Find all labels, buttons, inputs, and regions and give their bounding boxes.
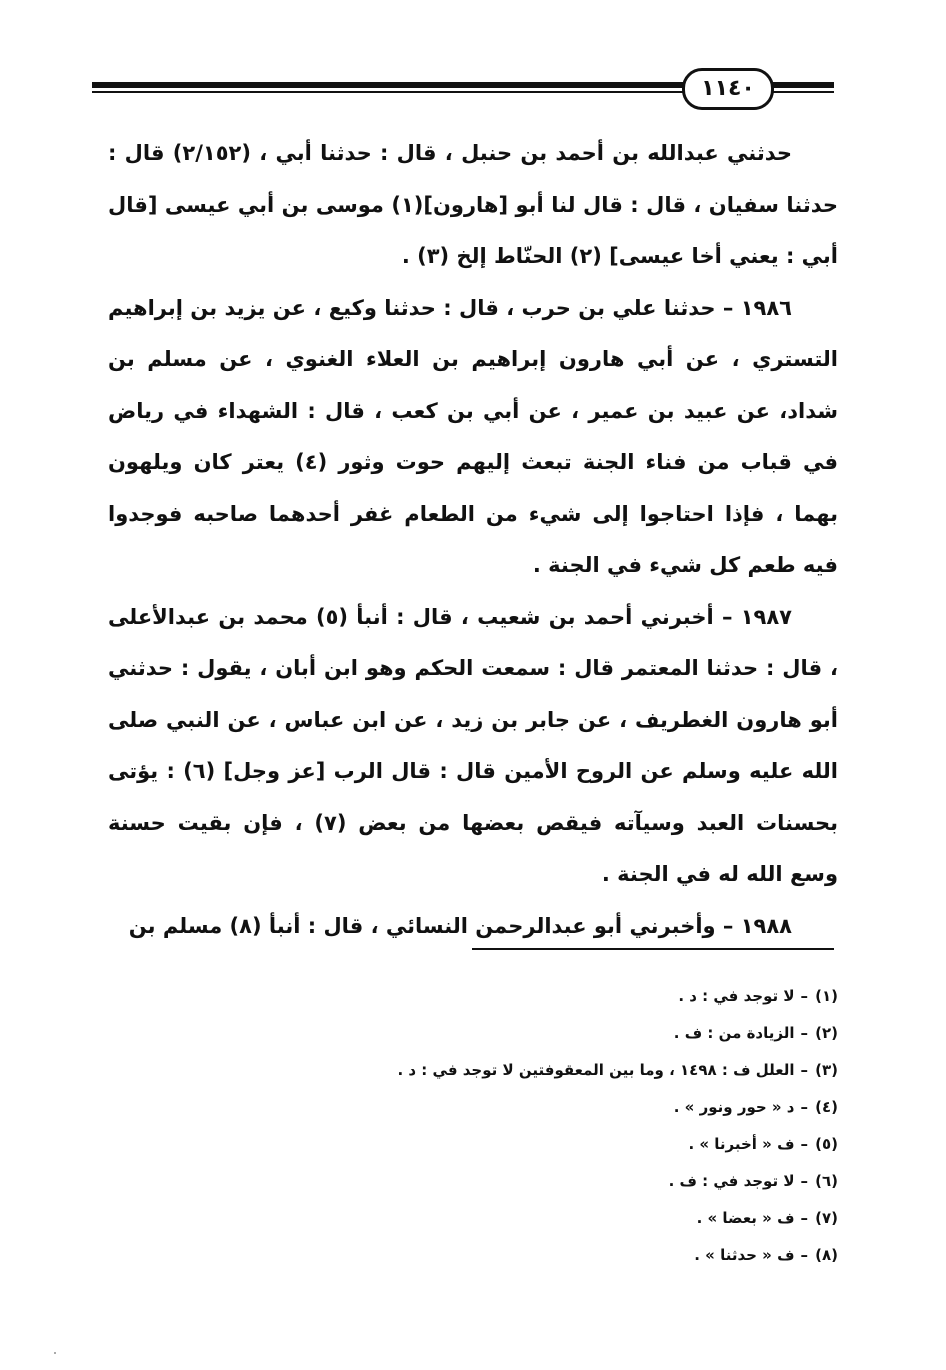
text-line: الجنة . (532, 553, 600, 577)
text-line: حدثنا سفيان ، قال : قال لنا أبو [هارون](١) موسى بن أبي عيسى [قال أبي : (108, 192, 838, 268)
paragraph-hadith-1986 (108, 283, 838, 592)
footnote-3 (338, 1052, 838, 1089)
footnote-2 (338, 1015, 838, 1052)
footnote-dash: – (800, 1209, 808, 1227)
footnote-dash: – (800, 1135, 808, 1153)
footnote-text: ف « بعضا » . (696, 1209, 795, 1227)
text-line: هارون الغطريف ، عن جابر بن زيد ، عن ابن عباس ، عن النبي صلى الله عليه (108, 707, 838, 783)
footnotes (338, 978, 838, 1274)
footnote-dash: – (800, 1024, 808, 1042)
footnote-text: العلل ف : ١٤٩٨ ، وما بين المعقوفتين لا توجد في : د . (397, 1061, 795, 1079)
text-line: ١٩٨٨ – وأخبرني أبو عبدالرحمن النسائي ، قال : أنبأ (٨) مسلم بن (128, 913, 792, 938)
text-line: ١٩٨٦ – حدثنا علي بن حرب ، قال : حدثنا وكيع ، عن يزيد بن إبراهيم (108, 295, 792, 320)
main-text (108, 128, 838, 952)
footnote-text: ف « أخبرنا » . (688, 1135, 795, 1153)
text-line: وسيآته فيقص بعضها من بعض (٧) ، فإن بقيت حسنة وسع الله له في الجنة . (108, 810, 838, 886)
footnote-text: ف « حدثنا » . (694, 1246, 795, 1264)
text-line: وسلم عن الروح الأمين قال : قال الرب [عز وجل] (٦) : يؤتى بحسنات العبد (108, 759, 838, 835)
footnote-dash: – (800, 1098, 808, 1116)
footnote-1 (338, 978, 838, 1015)
footnote-text: الزيادة من : ف . (673, 1024, 795, 1042)
footnote-number: (٣) (815, 1061, 838, 1079)
scan-speck (54, 1352, 56, 1354)
paragraph-hadith-1988 (108, 901, 838, 953)
text-line: التستري ، عن أبي هارون إبراهيم بن العلاء الغنوي ، عن مسلم بن شداد، (108, 347, 838, 423)
text-line: عن عبيد بن عمير ، عن أبي بن كعب ، قال : الشهداء في رياض في قباب من (108, 398, 838, 474)
text-line: ١٩٨٧ – أخبرني أحمد بن شعيب ، قال : أنبأ (٥) محمد بن عبدالأعلى ، (108, 604, 838, 680)
text-line: حدثني عبدالله بن أحمد بن حنبل ، قال : حدثنا أبي ، (٢/١٥٢) قال : (108, 141, 792, 165)
footnote-number: (٥) (815, 1135, 838, 1153)
footnote-dash: – (800, 1172, 808, 1190)
footnote-text: د « حور ونور » . (673, 1098, 795, 1116)
footnote-number: (٤) (815, 1098, 838, 1116)
footnote-number: (٨) (815, 1246, 838, 1264)
paragraph-hadith-1987 (108, 592, 838, 901)
text-line: إلى شيء من الطعام غفر أحدهما صاحبه فوجدوا فيه طعم كل شيء في (108, 501, 838, 577)
footnote-4 (338, 1089, 838, 1126)
footnote-6 (338, 1163, 838, 1200)
footnote-text: لا توجد في : ف . (668, 1172, 795, 1190)
footnote-divider (472, 948, 834, 950)
page-number: ١١٤٠ (682, 68, 774, 110)
footnote-8 (338, 1237, 838, 1274)
footnote-dash: – (800, 1061, 808, 1079)
footnote-7 (338, 1200, 838, 1237)
text-line: يعني أخا عيسى] (٢) الحنّاط إلخ (٣) . (401, 244, 779, 268)
footnote-number: (٧) (815, 1209, 838, 1227)
footnote-5 (338, 1126, 838, 1163)
paragraph-isnad-intro (108, 128, 838, 283)
footnote-number: (٢) (815, 1024, 838, 1042)
footnote-dash: – (800, 1246, 808, 1264)
text-line: فناء الجنة تبعث إليهم حوت وثور (٤) يعتر كان ويلهون بهما ، فإذا احتاجوا (108, 450, 838, 526)
footnote-text: لا توجد في : د . (678, 987, 795, 1005)
text-line: قال : حدثنا المعتمر قال : سمعت الحكم وهو ابن أبان ، يقول : حدثني أبو (108, 656, 838, 732)
footnote-number: (٦) (815, 1172, 838, 1190)
page-header (92, 64, 834, 116)
footnote-dash: – (800, 987, 808, 1005)
footnote-number: (١) (815, 987, 838, 1005)
